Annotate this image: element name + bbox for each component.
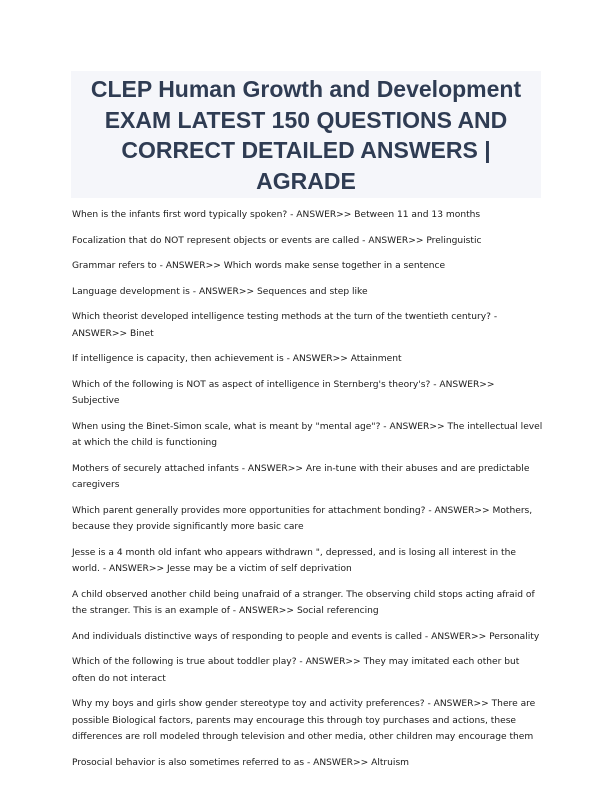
qa-item: If intelligence is capacity, then achievement is - ANSWER>> Attainment <box>72 354 402 364</box>
qa-item: Prosocial behavior is also sometimes referred to as - ANSWER>> Altruism <box>72 757 410 768</box>
qa-item: Which theorist developed intelligence testing methods at the turn of the twentieth century? - ANSWER>> Binet <box>72 312 498 339</box>
qa-item: When is the infants first word typically spoken? - ANSWER>> Between 11 and 13 months <box>72 210 481 220</box>
qa-item: Language development is - ANSWER>> Sequences and step like <box>72 286 368 297</box>
question-answer-list <box>72 207 544 780</box>
qa-item: Jesse is a 4 month old infant who appears withdrawn ", depressed, and is losing all interest in the world. - ANSWER>> Jesse may be a victim of self deprivation <box>72 547 516 574</box>
qa-item: Grammar refers to - ANSWER>> Which words make sense together in a sentence <box>72 261 446 271</box>
qa-item: Which parent generally provides more opportunities for attachment bonding? - ANSWER>> Mothers, because they provide significantly more basic care <box>72 505 533 532</box>
qa-item: Why my boys and girls show gender stereotype toy and activity preferences? - ANSWER>> There are possible Biological factors, parents may encourage this through toy purchases and actions, these differences are roll modeled through television and other media, other children may encourage them <box>72 699 536 742</box>
qa-item: Focalization that do NOT represent objects or events are called - ANSWER>> Prelinguistic <box>72 235 482 246</box>
qa-item: When using the Binet-Simon scale, what is meant by "mental age"? - ANSWER>> The intellectual level at which the child is functioning <box>72 421 543 448</box>
document-title: CLEP Human Growth and Development EXAM LATEST 150 QUESTIONS AND CORRECT DETAILED ANSWERS | AGRADE <box>90 76 522 194</box>
qa-item: Which of the following is true about toddler play? - ANSWER>> They may imitated each other but often do not interact <box>72 657 520 684</box>
qa-item: Which of the following is NOT as aspect of intelligence in Sternberg's theory's? - ANSWER>> Subjective <box>72 379 495 406</box>
qa-item: And individuals distinctive ways of responding to people and events is called - ANSWER>> Personality <box>72 631 540 642</box>
qa-item: A child observed another child being unafraid of a stranger. The observing child stops acting afraid of the stranger. This is an example of - ANSWER>> Social referencing <box>72 589 535 616</box>
qa-item: Mothers of securely attached infants - ANSWER>> Are in-tune with their abuses and are predictable caregivers <box>72 463 530 490</box>
title-banner <box>71 71 541 198</box>
